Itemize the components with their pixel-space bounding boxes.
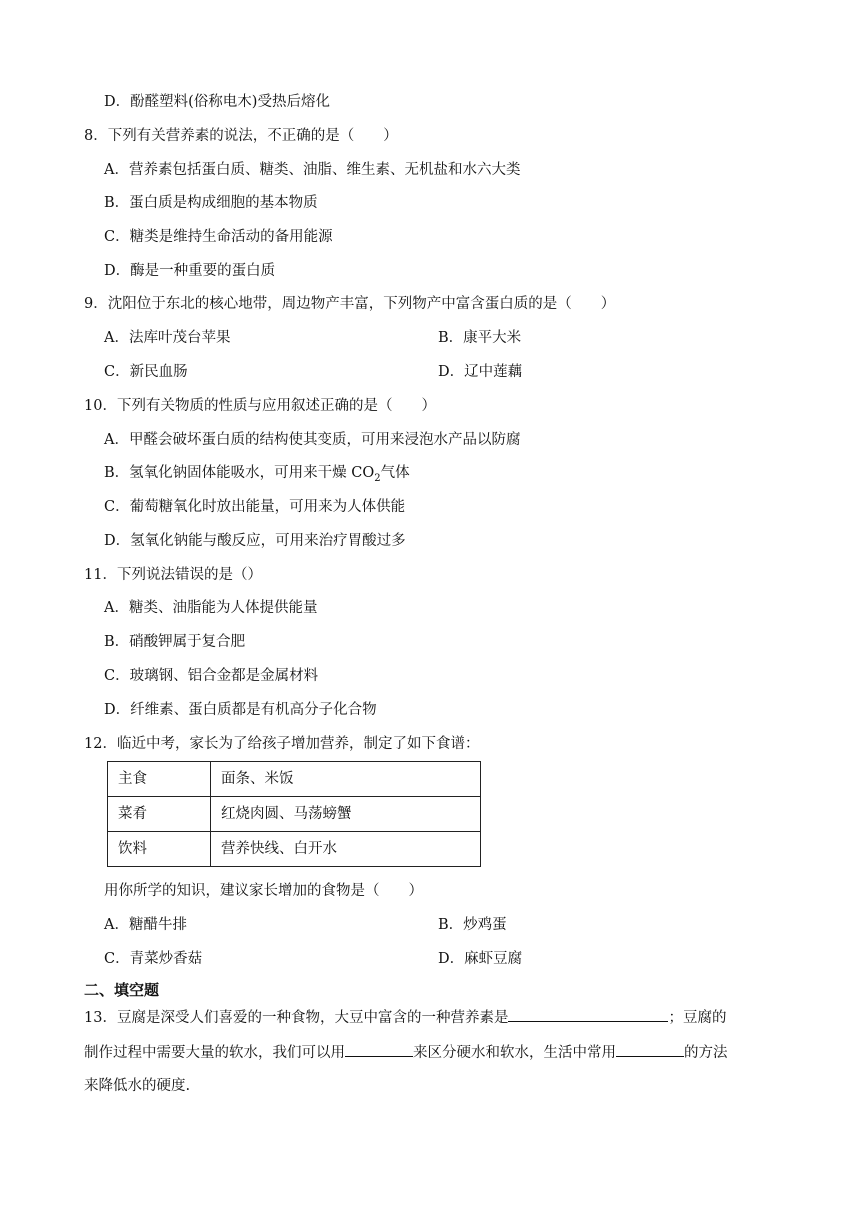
q7-option-d: D．酚醛塑料(俗称电木)受热后熔化	[104, 94, 330, 110]
menu-category-cell: 主食	[108, 762, 211, 797]
q13-text-1: 13．豆腐是深受人们喜爱的一种食物，大豆中富含的一种营养素是	[84, 1010, 509, 1026]
q9-option-b: B．康平大米	[438, 330, 522, 346]
q12-option-b: B．炒鸡蛋	[438, 917, 507, 933]
q9-option-d: D．辽中莲藕	[438, 364, 523, 380]
q10-option-d: D．氢氧化钠能与酸反应，可用来治疗胃酸过多	[104, 533, 406, 549]
menu-category-cell: 饮料	[108, 832, 211, 867]
q9-option-a: A．法库叶茂台苹果	[104, 330, 231, 346]
q12-stem: 12．临近中考，家长为了给孩子增加营养，制定了如下食谱：	[84, 736, 480, 752]
q11-option-d: D．纤维素、蛋白质都是有机高分子化合物	[104, 702, 377, 718]
q13-text-3: 制作过程中需要大量的软水，我们可以用	[84, 1045, 345, 1061]
answer-blank[interactable]	[345, 1041, 413, 1057]
q8-option-d: D．酶是一种重要的蛋白质	[104, 263, 276, 279]
q13-text-2: ；豆腐的	[668, 1010, 727, 1026]
q10-option-a: A．甲醛会破坏蛋白质的结构使其变质，可用来浸泡水产品以防腐	[104, 432, 521, 448]
section-heading: 二、填空题	[84, 981, 160, 999]
q13-text-5: 的方法	[684, 1045, 728, 1061]
q9-option-c: C．新民血肠	[104, 364, 188, 380]
q12-option-c: C．青菜炒香菇	[104, 951, 203, 967]
q8-stem: 8．下列有关营养素的说法，不正确的是（ ）	[84, 128, 398, 144]
menu-table	[107, 761, 481, 867]
q10-stem: 10．下列有关物质的性质与应用叙述正确的是（ ）	[84, 398, 436, 414]
q8-option-b: B．蛋白质是构成细胞的基本物质	[104, 195, 318, 211]
q12-option-d: D．麻虾豆腐	[438, 951, 523, 967]
menu-items-cell: 面条、米饭	[211, 762, 481, 797]
q12-option-a: A．糖醋牛排	[104, 917, 187, 933]
menu-items-cell: 红烧肉圆、马荡螃蟹	[211, 797, 481, 832]
q12-prompt: 用你所学的知识，建议家长增加的食物是（ ）	[104, 883, 423, 899]
answer-blank[interactable]	[616, 1041, 684, 1057]
q13-line-1	[84, 1006, 726, 1026]
menu-items-cell: 营养快线、白开水	[211, 832, 481, 867]
menu-category-cell: 菜肴	[108, 797, 211, 832]
q9-stem: 9．沈阳位于东北的核心地带，周边物产丰富，下列物产中富含蛋白质的是（ ）	[84, 296, 616, 312]
q10-option-b-text: B．氢氧化钠固体能吸水，可用来干燥 CO	[104, 465, 375, 481]
q13-line-2	[84, 1041, 728, 1061]
q10-option-b	[104, 463, 410, 483]
q13-text-4: 来区分硬水和软水，生活中常用	[413, 1045, 616, 1061]
q10-option-b-subscript: 2	[374, 472, 381, 484]
q11-option-c: C．玻璃钢、铝合金都是金属材料	[104, 668, 319, 684]
table-row	[108, 762, 481, 797]
q8-option-c: C．糖类是维持生命活动的备用能源	[104, 229, 333, 245]
answer-blank[interactable]	[508, 1006, 668, 1022]
q11-stem: 11．下列说法错误的是（）	[84, 567, 262, 583]
q10-option-c: C．葡萄糖氧化时放出能量，可用来为人体供能	[104, 499, 406, 515]
q10-option-b-suffix: 气体	[380, 465, 410, 481]
table-row	[108, 832, 481, 867]
table-row	[108, 797, 481, 832]
q11-option-b: B．硝酸钾属于复合肥	[104, 634, 246, 650]
q13-line-3: 来降低水的硬度.	[84, 1078, 191, 1094]
q8-option-a: A．营养素包括蛋白质、糖类、油脂、维生素、无机盐和水六大类	[104, 162, 521, 178]
q11-option-a: A．糖类、油脂能为人体提供能量	[104, 600, 318, 616]
